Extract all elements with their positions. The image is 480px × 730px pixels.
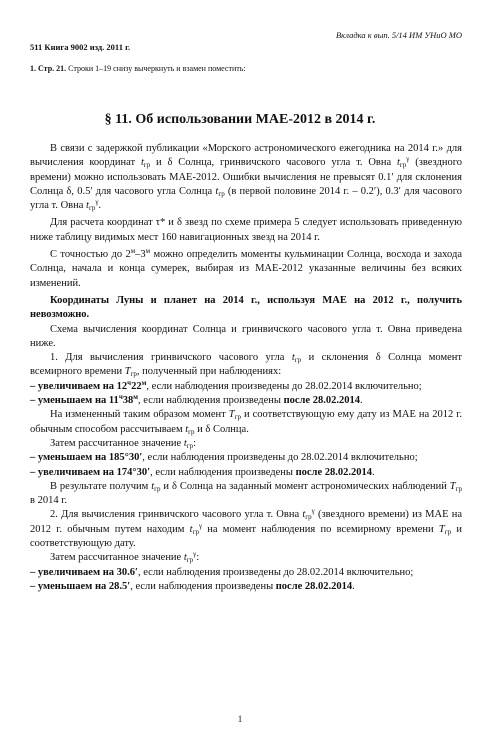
paragraph-result: В результате получим $t_{гр}$ и δ Солнца на заданный момент астрономических наблюдений $T_{гр}$ в 2014 г. [30,480,462,507]
paragraph-scheme: Схема вычисления координат Солнца и гринвичского часового угла т. Овна приведена ниже. [30,323,462,349]
section-title: § 11. Об использовании МАЕ-2012 в 2014 г. [104,112,376,127]
bullet-increase-12h: – увеличиваем на $12^ч22^м$, если наблюдения произведены до 28.02.2014 включительно; [30,378,422,392]
paragraph-intro: В связи с задержкой публикации «Морского астрономического ежегодника на 2014 г.» для вычисления координат $t_{гр}$ и δ Солнца, гринвичского часового угла т. Овна $t_{гр}^\gamma$ (звездного времени) можно использовать МАЕ-2012. Ошибки вычисления не превысят 0.1′ для склонения Солнца δ, 0.5′ для часового угла Солнца $t_{гр}$ (в первой половине 2014 г. – 0.2′), 0.3′ для часового угла т. Овна $t_{гр}^\gamma$. [30,143,463,213]
correction-text: Строки 1–19 снизу вычеркнуть и взамен поместить: [68,64,246,73]
paragraph-modified-time: На измененный таким образом момент $T_{гр}$ и соответствующую ему дату из МАЕ на 2012 г. обычным способом рассчитываем $t_{гр}$ и δ Солнца. [30,409,462,436]
bullet-increase-30-6: – увеличиваем на 30.6′, если наблюдения произведены до 28.02.2014 включительно; [30,566,414,578]
paragraph-step1: 1. Для вычисления гринвичского часового угла $t_{гр}$ и склонения δ Солнца момент всемирного времени $T_{гр}$, полученный при наблюдениях: [30,352,462,379]
book-reference: 511 Книга 9002 изд. 2011 г. [30,42,131,52]
paragraph-moon-planets: Координаты Луны и планет на 2014 г., используя МАЕ на 2012 г., получить невозможно. [30,294,462,321]
insert-note: Вкладка к вып. 5/14 ИМ УНиО МО [335,30,462,40]
paragraph-stars: Для расчета координат τ* и δ звезд по схеме примера 5 следует использовать приведенную ниже таблицу видимых мест 160 навигационных звезд на 2014 г. [30,217,462,243]
correction-note [30,64,246,73]
bullet-decrease-185: – уменьшаем на 185°30′, если наблюдения произведены до 28.02.2014 включительно; [30,452,418,464]
page-number: 1 [237,714,243,724]
paragraph-accuracy: С точностью до $2^м-3^м$ можно определить моменты кульминации Солнца, восхода и захода Солнца, начала и конца сумерек, выбирая из МАЕ-2012 указанные величины без всяких изменений. [30,247,462,289]
paragraph-step2: 2. Для вычисления гринвичского часового угла т. Овна $t_{гр}^\gamma$ (звездного времени) из МАЕ на 2012 г. обычным путем находим $t_{гр}^\gamma$ на момент наблюдения по всемирному времени $T_{гр}$ и соответствующую дату. [30,507,463,550]
paragraph-then-tgr-gamma: Затем рассчитанное значение $t_{гр}^\gamma$: [50,550,200,565]
bullet-decrease-11h: – уменьшаем на $11^ч38^м$, если наблюдения произведены после 28.02.2014. [30,393,363,407]
bullet-decrease-28-5: – уменьшаем на 28.5′, если наблюдения произведены после 28.02.2014. [30,580,355,592]
bullet-increase-174: – увеличиваем на 174°30′, если наблюдения произведены после 28.02.2014. [30,466,375,478]
document-body [30,142,462,594]
correction-ref: 1. Стр. 21. [30,64,67,73]
paragraph-then-tgr: Затем рассчитанное значение $t_{гр}$: [50,437,197,450]
